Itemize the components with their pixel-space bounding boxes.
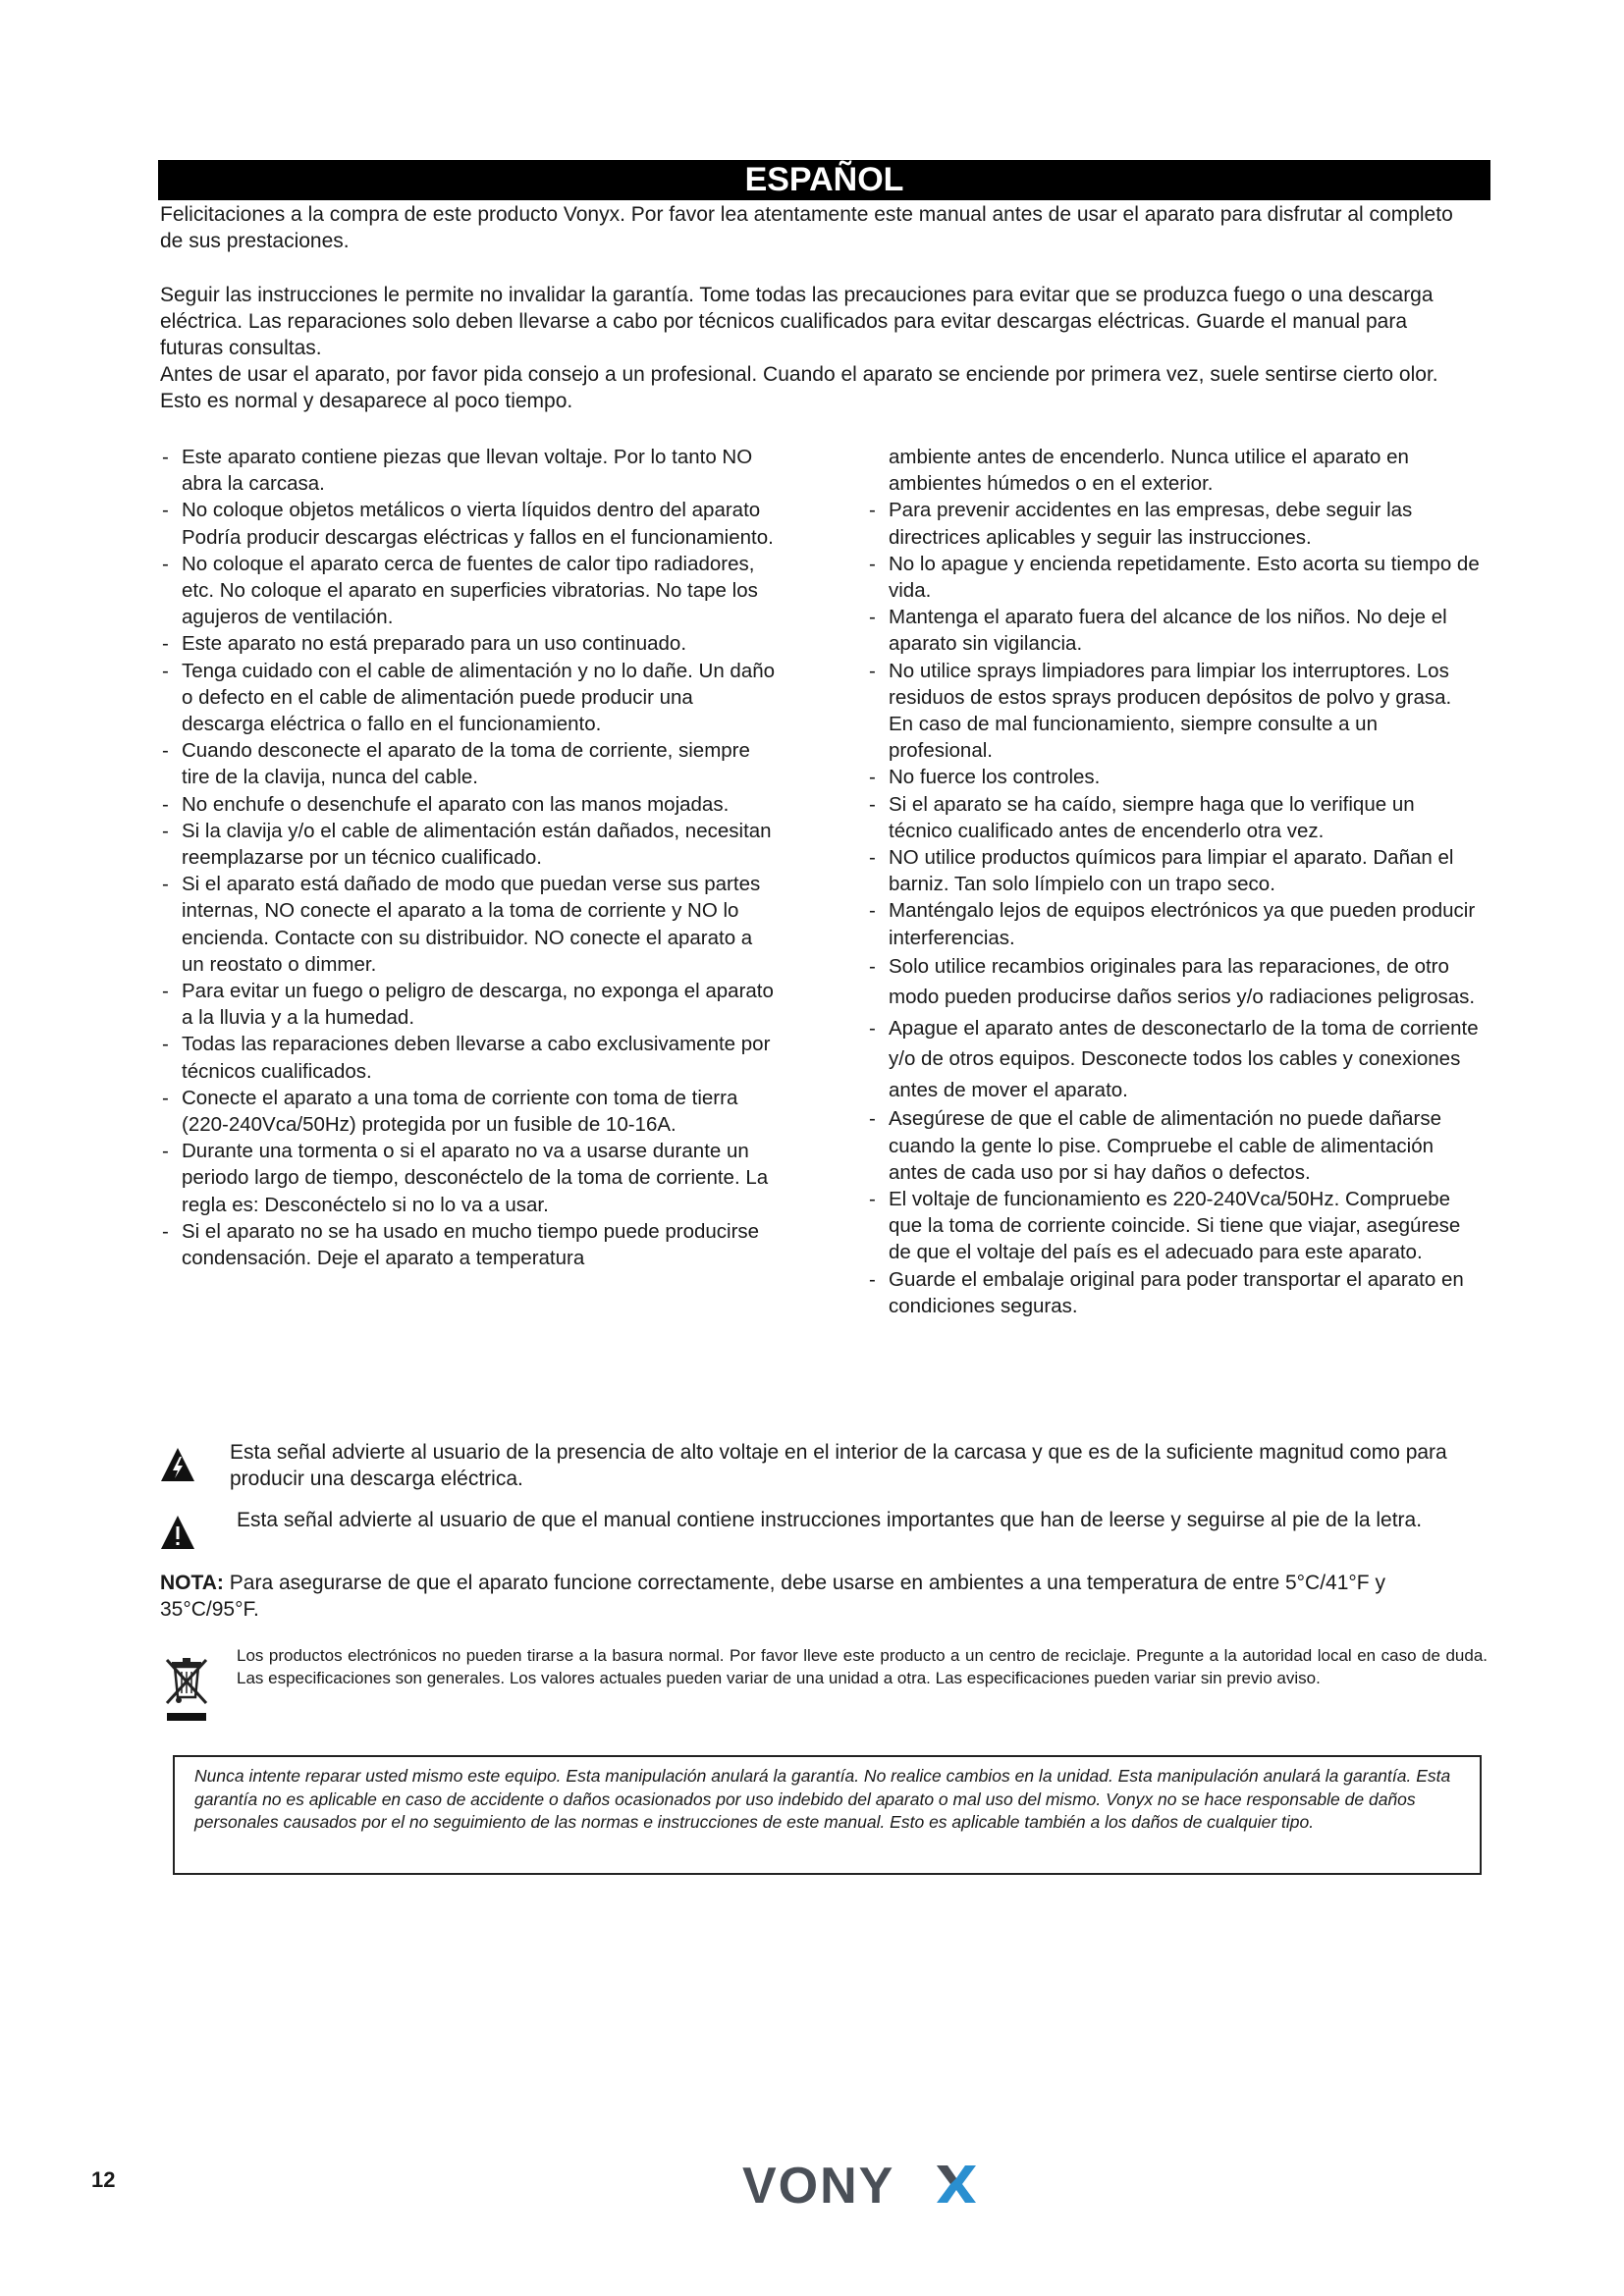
list-item: - NO utilice productos químicos para limpiar el aparato. Dañan el barniz. Tan solo límpielo con un trapo seco.	[867, 844, 1481, 897]
voltage-warning-text: Esta señal advierte al usuario de la presencia de alto voltaje en el interior de la carcasa y que es de la suficiente magnitud como para producir una descarga eléctrica.	[230, 1441, 1447, 1490]
crossed-bin-icon	[164, 1654, 209, 1723]
manual-warning-text: Esta señal advierte al usuario de que el manual contiene instrucciones importantes que han de leerse y seguirse al pie de la letra.	[237, 1509, 1423, 1531]
list-item: - Asegúrese de que el cable de alimentación no puede dañarse cuando la gente lo pise. Compruebe el cable de alimentación antes de cada uso por si hay daños o defectos.	[867, 1105, 1481, 1186]
language-banner: ESPAÑOL	[158, 160, 1490, 200]
vonyx-logo	[742, 2156, 978, 2211]
list-item: - No coloque objetos metálicos o vierta líquidos dentro del aparato Podría producir descargas eléctricas y fallos en el funcionamiento.	[160, 497, 779, 550]
list-item: - Conecte el aparato a una toma de corriente con toma de tierra (220-240Vca/50Hz) protegida por un fusible de 10-16A.	[160, 1085, 779, 1138]
list-item: - No coloque el aparato cerca de fuentes de calor tipo radiadores, etc. No coloque el aparato en superficies vibratorias. No tape los agujeros de ventilación.	[160, 551, 779, 631]
disposal-notice	[160, 1644, 1488, 1733]
safety-list-right	[867, 444, 1481, 1319]
voltage-warning	[160, 1439, 1476, 1494]
svg-text:VONY: VONY	[742, 2158, 895, 2211]
nota-paragraph	[160, 1570, 1476, 1623]
list-item: - El voltaje de funcionamiento es 220-240Vca/50Hz. Compruebe que la toma de corriente coincide. Si tiene que viajar, asegúrese de que el voltaje del país es el adecuado para este aparato.	[867, 1186, 1481, 1266]
list-item: - Durante una tormenta o si el aparato no va a usarse durante un periodo largo de tiempo, desconéctelo de la toma de corriente. La regla es: Desconéctelo si no lo va a usar.	[160, 1138, 779, 1218]
list-item: - Apague el aparato antes de desconectarlo de la toma de corriente y/o de otros equipos. Desconecte todos los cables y conexiones antes de mover el aparato.	[867, 1013, 1481, 1106]
nota-label: NOTA:	[160, 1572, 224, 1594]
list-item: - No lo apague y encienda repetidamente. Esto acorta su tiempo de vida.	[867, 551, 1481, 604]
safety-list-left	[160, 444, 779, 1271]
list-item: - Guarde el embalaje original para poder transportar el aparato en condiciones seguras.	[867, 1266, 1481, 1319]
list-item: - Manténgalo lejos de equipos electrónicos ya que pueden producir interferencias.	[867, 897, 1481, 950]
list-item: - Si la clavija y/o el cable de alimentación están dañados, necesitan reemplazarse por un técnico cualificado.	[160, 818, 779, 871]
page-number: 12	[91, 2167, 116, 2192]
intro-paragraph-2: Seguir las instrucciones le permite no invalidar la garantía. Tome todas las precauciones para evitar que se produzca fuego o una descarga eléctrica. Las reparaciones solo deben llevarse a cabo por técnicos cualificados para evitar descargas eléctricas. Guarde el manual para futuras consultas.	[160, 284, 1434, 359]
list-item: - Cuando desconecte el aparato de la toma de corriente, siempre tire de la clavija, nunca del cable.	[160, 737, 779, 790]
nota-text: Para asegurarse de que el aparato funcione correctamente, debe usarse en ambientes a una temperatura de entre 5°C/41°F y 35°C/95°F.	[160, 1572, 1385, 1621]
list-item: - Este aparato contiene piezas que llevan voltaje. Por lo tanto NO abra la carcasa.	[160, 444, 779, 497]
list-item: - Si el aparato se ha caído, siempre haga que lo verifique un técnico cualificado antes de encenderlo otra vez.	[867, 791, 1481, 844]
list-item: - Para prevenir accidentes en las empresas, debe seguir las directrices aplicables y seguir las instrucciones.	[867, 497, 1481, 550]
list-item: - No fuerce los controles.	[867, 764, 1481, 790]
manual-warning	[160, 1507, 1476, 1562]
list-item: - Si el aparato no se ha usado en mucho tiempo puede producirse condensación. Deje el aparato a temperatura	[160, 1218, 779, 1271]
list-item: - Para evitar un fuego o peligro de descarga, no exponga el aparato a la lluvia y a la humedad.	[160, 978, 779, 1031]
intro-paragraph-3: Antes de usar el aparato, por favor pida consejo a un profesional. Cuando el aparato se enciende por primera vez, suele sentirse cierto olor. Esto es normal y desaparece al poco tiempo.	[160, 363, 1438, 412]
list-item: - No utilice sprays limpiadores para limpiar los interruptores. Los residuos de estos sprays producen depósitos de polvo y grasa. En caso de mal funcionamiento, siempre consulte a un profesional.	[867, 658, 1481, 765]
list-item-continuation: ambiente antes de encenderlo. Nunca utilice el aparato en ambientes húmedos o en el exterior.	[889, 446, 1409, 496]
list-item: - Solo utilice recambios originales para las reparaciones, de otro modo pueden producirse daños serios y/o radiaciones peligrosas.	[867, 951, 1481, 1013]
exclamation-warning-icon	[160, 1515, 195, 1550]
list-item: - Mantenga el aparato fuera del alcance de los niños. No deje el aparato sin vigilancia.	[867, 604, 1481, 657]
list-item: - No enchufe o desenchufe el aparato con las manos mojadas.	[160, 791, 779, 818]
disclaimer-text: Nunca intente reparar usted mismo este equipo. Esta manipulación anulará la garantía. No realice cambios en la unidad. Esta manipulación anulará la garantía. Esta garantía no es aplicable en caso de accidente o daños ocasionados por uso indebido del aparato o mal uso del mismo. Vonyx no se hace responsable de daños personales causados por el no seguimiento de las normas e instrucciones de este manual. Esto es aplicable también a los daños de cualquier tipo.	[194, 1766, 1451, 1832]
disclaimer-box	[173, 1755, 1482, 1875]
lightning-warning-icon	[160, 1447, 195, 1482]
list-item: - Tenga cuidado con el cable de alimentación y no lo dañe. Un daño o defecto en el cable de alimentación puede producir una descarga eléctrica o fallo en el funcionamiento.	[160, 658, 779, 738]
list-item: - Todas las reparaciones deben llevarse a cabo exclusivamente por técnicos cualificados.	[160, 1031, 779, 1084]
intro-paragraph-1: Felicitaciones a la compra de este producto Vonyx. Por favor lea atentamente este manual antes de usar el aparato para disfrutar al completo de sus prestaciones.	[160, 203, 1453, 252]
list-item: - Si el aparato está dañado de modo que puedan verse sus partes internas, NO conecte el aparato a la toma de corriente y NO lo encienda. Contacte con su distribuidor. NO conecte el aparato a un reostato o dimmer.	[160, 871, 779, 978]
list-item: - Este aparato no está preparado para un uso continuado.	[160, 630, 779, 657]
disposal-text: Los productos electrónicos no pueden tirarse a la basura normal. Por favor lleve este producto a un centro de reciclaje. Pregunte a la autoridad local en caso de duda. Las especificaciones son generales. Los valores actuales pueden variar de una unidad a otra. Las especificaciones pueden variar sin previo aviso.	[237, 1646, 1488, 1687]
